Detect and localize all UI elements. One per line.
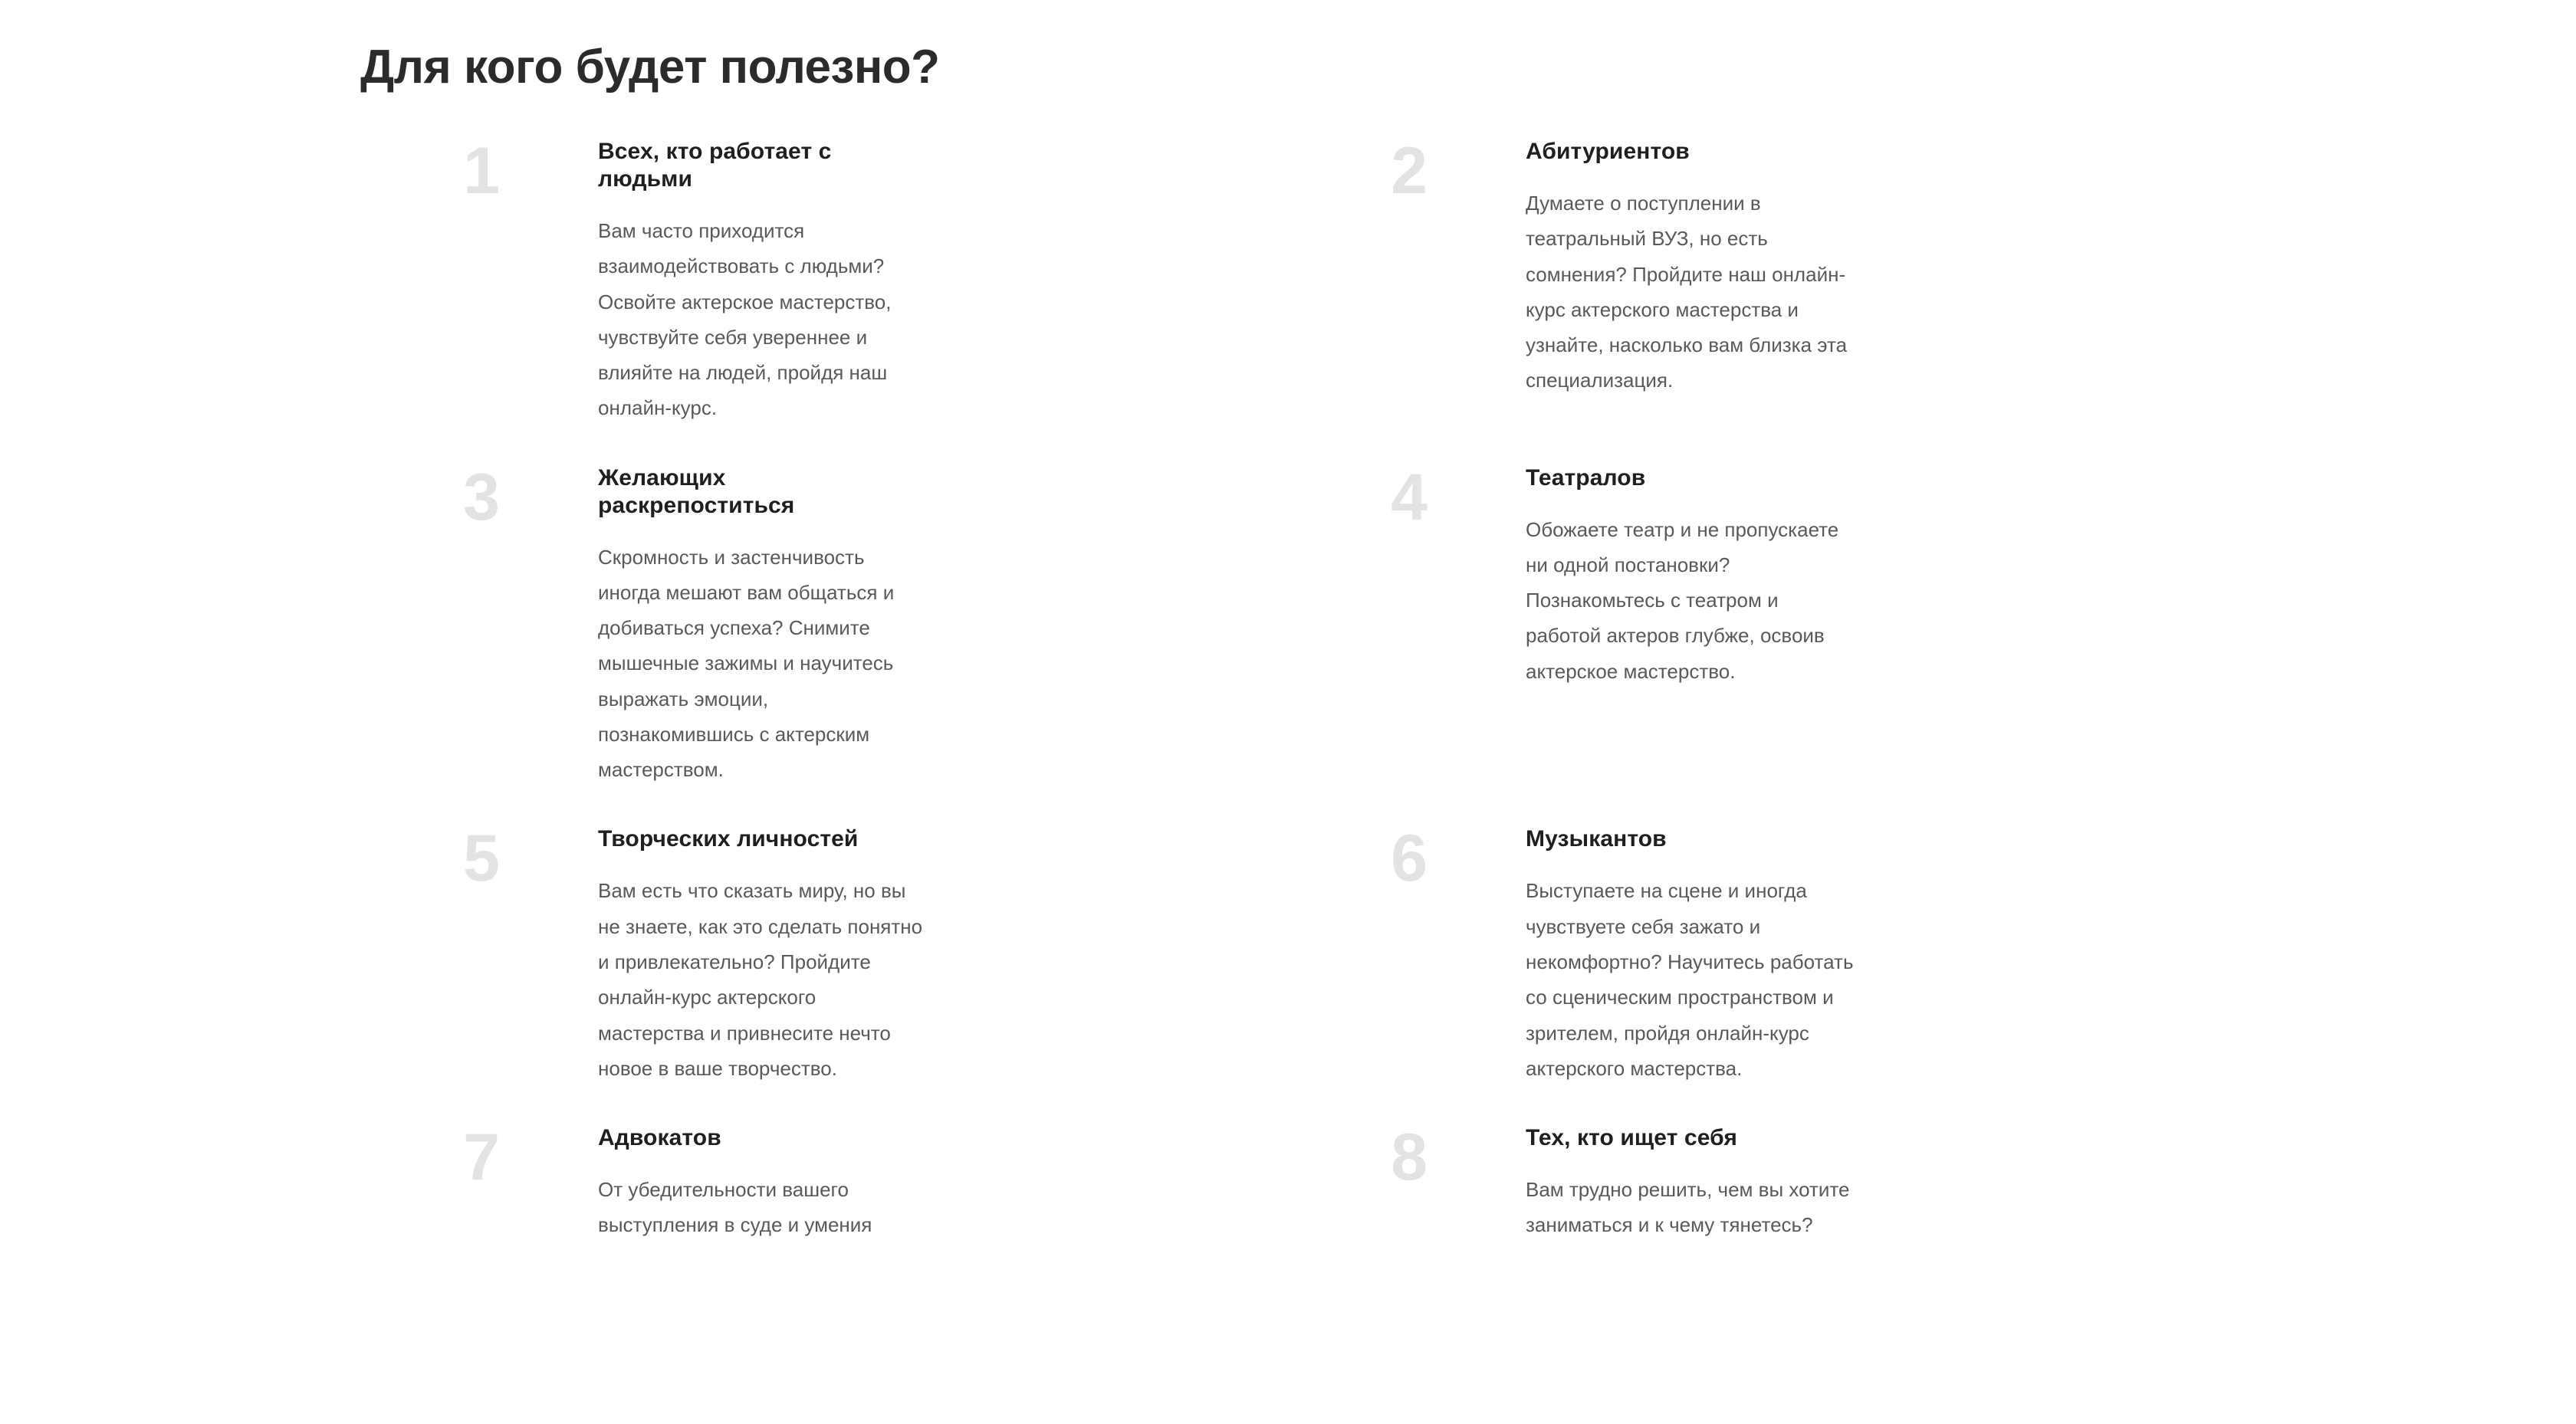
list-item	[1526, 464, 1855, 788]
list-item-number-cell	[0, 460, 598, 788]
list-item-title: Творческих личностей	[598, 826, 859, 852]
list-item-description: От убедительности вашего выступления в суде и умения	[598, 1178, 872, 1237]
list-item	[598, 138, 928, 426]
list-item-number: 7	[463, 1120, 500, 1195]
list-item	[598, 825, 928, 1086]
list-item-number-cell	[928, 134, 1526, 426]
list-item-description: Вам есть что сказать миру, но вы не знаете, как это сделать понятно и привлекательно? Пройдите онлайн-курс актерского мастерства и привнесите нечто новое в ваше творчество.	[598, 879, 923, 1080]
list-item-title: Тех, кто ищет себя	[1526, 1125, 1737, 1151]
page-title: Для кого будет полезно?	[360, 40, 940, 94]
benefits-grid	[0, 134, 2576, 1243]
list-item-number-cell	[928, 460, 1526, 788]
list-item-title: Музыкантов	[1526, 826, 1667, 852]
list-item-number: 3	[463, 460, 500, 534]
list-item-title: Всех, кто работает с людьми	[598, 139, 832, 192]
list-item-description: Выступаете на сцене и иногда чувствуете себя зажато и некомфортно? Научитесь работать со сценическим пространством и зрителем, пройдя онлайн-курс актерского мастерства.	[1526, 879, 1854, 1080]
list-item-number: 6	[1391, 822, 1428, 896]
list-item-number: 2	[1391, 134, 1428, 208]
list-item	[1526, 1124, 1855, 1243]
list-item-description: Вам трудно решить, чем вы хотите заниматься и к чему тянетесь?	[1526, 1178, 1850, 1237]
list-item-title: Желающих раскрепоститься	[598, 464, 795, 518]
list-item-description: Думаете о поступлении в театральный ВУЗ, но есть сомнения? Пройдите наш онлайн-курс актерского мастерства и узнайте, насколько вам близка эта специализация.	[1526, 192, 1848, 392]
list-item-number-cell	[0, 134, 598, 426]
list-item-number-cell	[928, 1120, 1526, 1243]
list-item	[1526, 825, 1855, 1086]
list-item	[1526, 138, 1855, 426]
list-item-number: 1	[463, 134, 500, 208]
list-item-description: Скромность и застенчивость иногда мешают вам общаться и добиваться успеха? Снимите мышечные зажимы и научитесь выражать эмоции, познакомившись с актерским мастерством.	[598, 545, 895, 782]
list-item-number: 4	[1391, 460, 1428, 534]
list-item-title: Театралов	[1526, 464, 1646, 491]
list-item-number: 5	[463, 822, 500, 896]
list-item-number-cell	[0, 822, 598, 1086]
list-item-number-cell	[0, 1120, 598, 1243]
list-item-number-cell	[928, 822, 1526, 1086]
list-item-title: Абитуриентов	[1526, 139, 1690, 164]
list-item-description: Обожаете театр и не пропускаете ни одной постановки? Познакомьтесь с театром и работой актеров глубже, освоив актерское мастерство.	[1526, 517, 1839, 683]
list-item-description: Вам часто приходится взаимодействовать с людьми? Освойте актерское мастерство, чувствуйте себя увереннее и влияйте на людей, пройдя наш онлайн-курс.	[598, 219, 892, 420]
list-item-number: 8	[1391, 1120, 1428, 1195]
list-item	[598, 464, 928, 788]
list-item	[598, 1124, 928, 1243]
list-item-title: Адвокатов	[598, 1125, 721, 1151]
